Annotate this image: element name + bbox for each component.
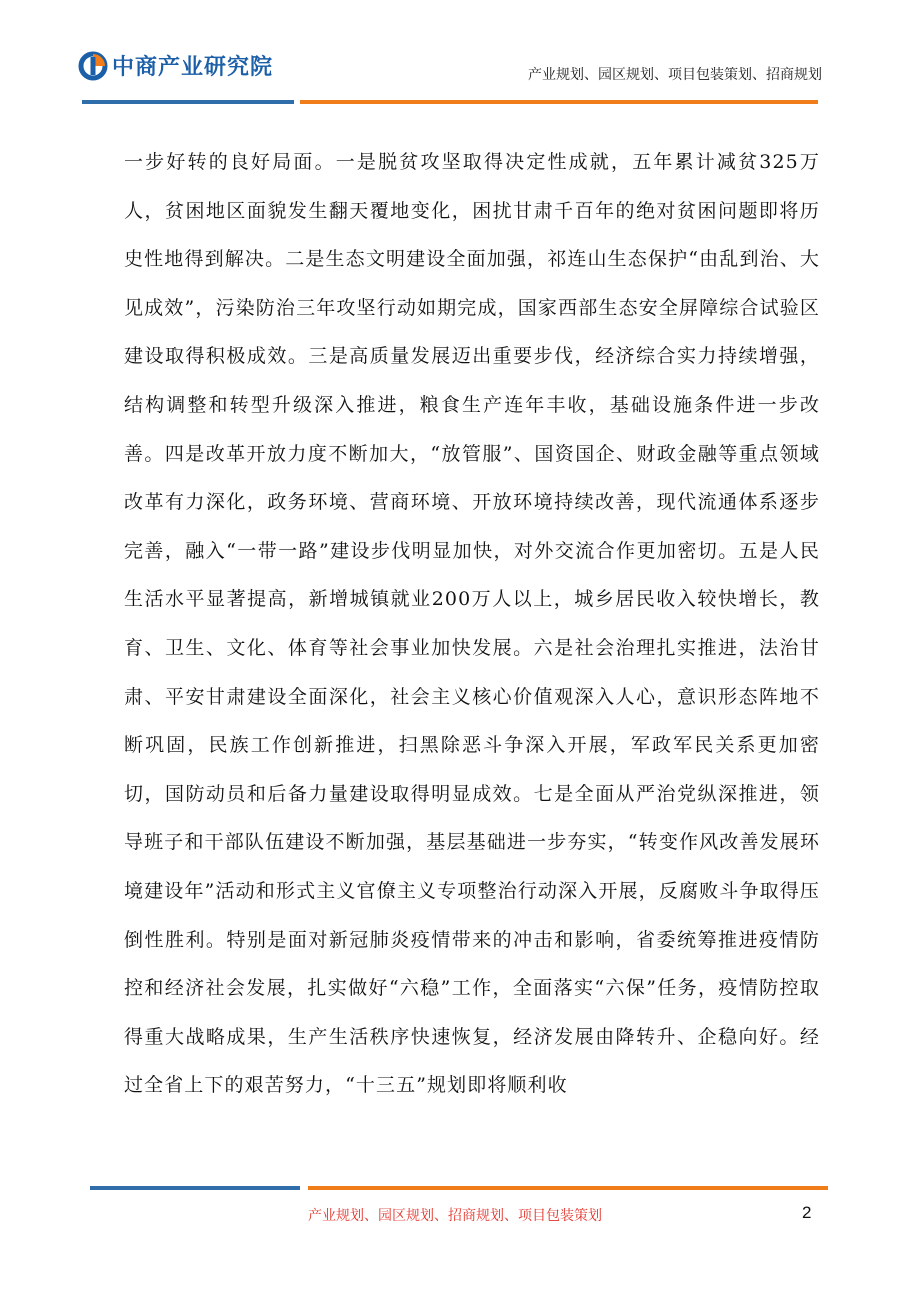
page-header (0, 0, 920, 110)
footer-tagline: 产业规划、园区规划、招商规划、项目包装策划 (308, 1208, 602, 1224)
zhongshang-logo-icon (78, 51, 108, 81)
company-logo (78, 50, 273, 81)
footer-rule-blue (90, 1186, 300, 1190)
header-rule-blue (82, 100, 294, 104)
body-paragraph: 一步好转的良好局面。一是脱贫攻坚取得决定性成就，五年累计减贫325万人，贫困地区面貌发生翻天覆地变化，困扰甘肃千百年的绝对贫困问题即将历史性地得到解决。二是生态文明建设全面加强，祁连山生态保护“由乱到治、大见成效”，污染防治三年攻坚行动如期完成，国家西部生态安全屏障综合试验区建设取得积极成效。三是高质量发展迈出重要步伐，经济综合实力持续增强，结构调整和转型升级深入推进，粮食生产连年丰收，基础设施条件进一步改善。四是改革开放力度不断加大，“放管服”、国资国企、财政金融等重点领域改革有力深化，政务环境、营商环境、开放环境持续改善，现代流通体系逐步完善，融入“一带一路”建设步伐明显加快，对外交流合作更加密切。五是人民生活水平显著提高，新增城镇就业200万人以上，城乡居民收入较快增长，教育、卫生、文化、体育等社会事业加快发展。六是社会治理扎实推进，法治甘肃、平安甘肃建设全面深化，社会主义核心价值观深入人心，意识形态阵地不断巩固，民族工作创新推进，扫黑除恶斗争深入开展，军政军民关系更加密切，国防动员和后备力量建设取得明显成效。七是全面从严治党纵深推进，领导班子和干部队伍建设不断加强，基层基础进一步夯实，“转变作风改善发展环境建设年”活动和形式主义官僚主义专项整治行动深入开展，反腐败斗争取得压倒性胜利。特别是面对新冠肺炎疫情带来的冲击和影响，省委统筹推进疫情防控和经济社会发展，扎实做好“六稳”工作，全面落实“六保”任务，疫情防控取得重大战略成果，生产生活秩序快速恢复，经济发展由降转升、企稳向好。经过全省上下的艰苦努力，“十三五”规划即将顺利收 (124, 151, 820, 1097)
document-body (124, 138, 820, 1110)
footer-rule-orange (308, 1186, 828, 1190)
header-tagline: 产业规划、园区规划、项目包装策划、招商规划 (528, 67, 822, 83)
logo-text: 中商产业研究院 (112, 55, 274, 80)
header-rule-orange (300, 100, 818, 104)
page-number: 2 (802, 1203, 812, 1222)
